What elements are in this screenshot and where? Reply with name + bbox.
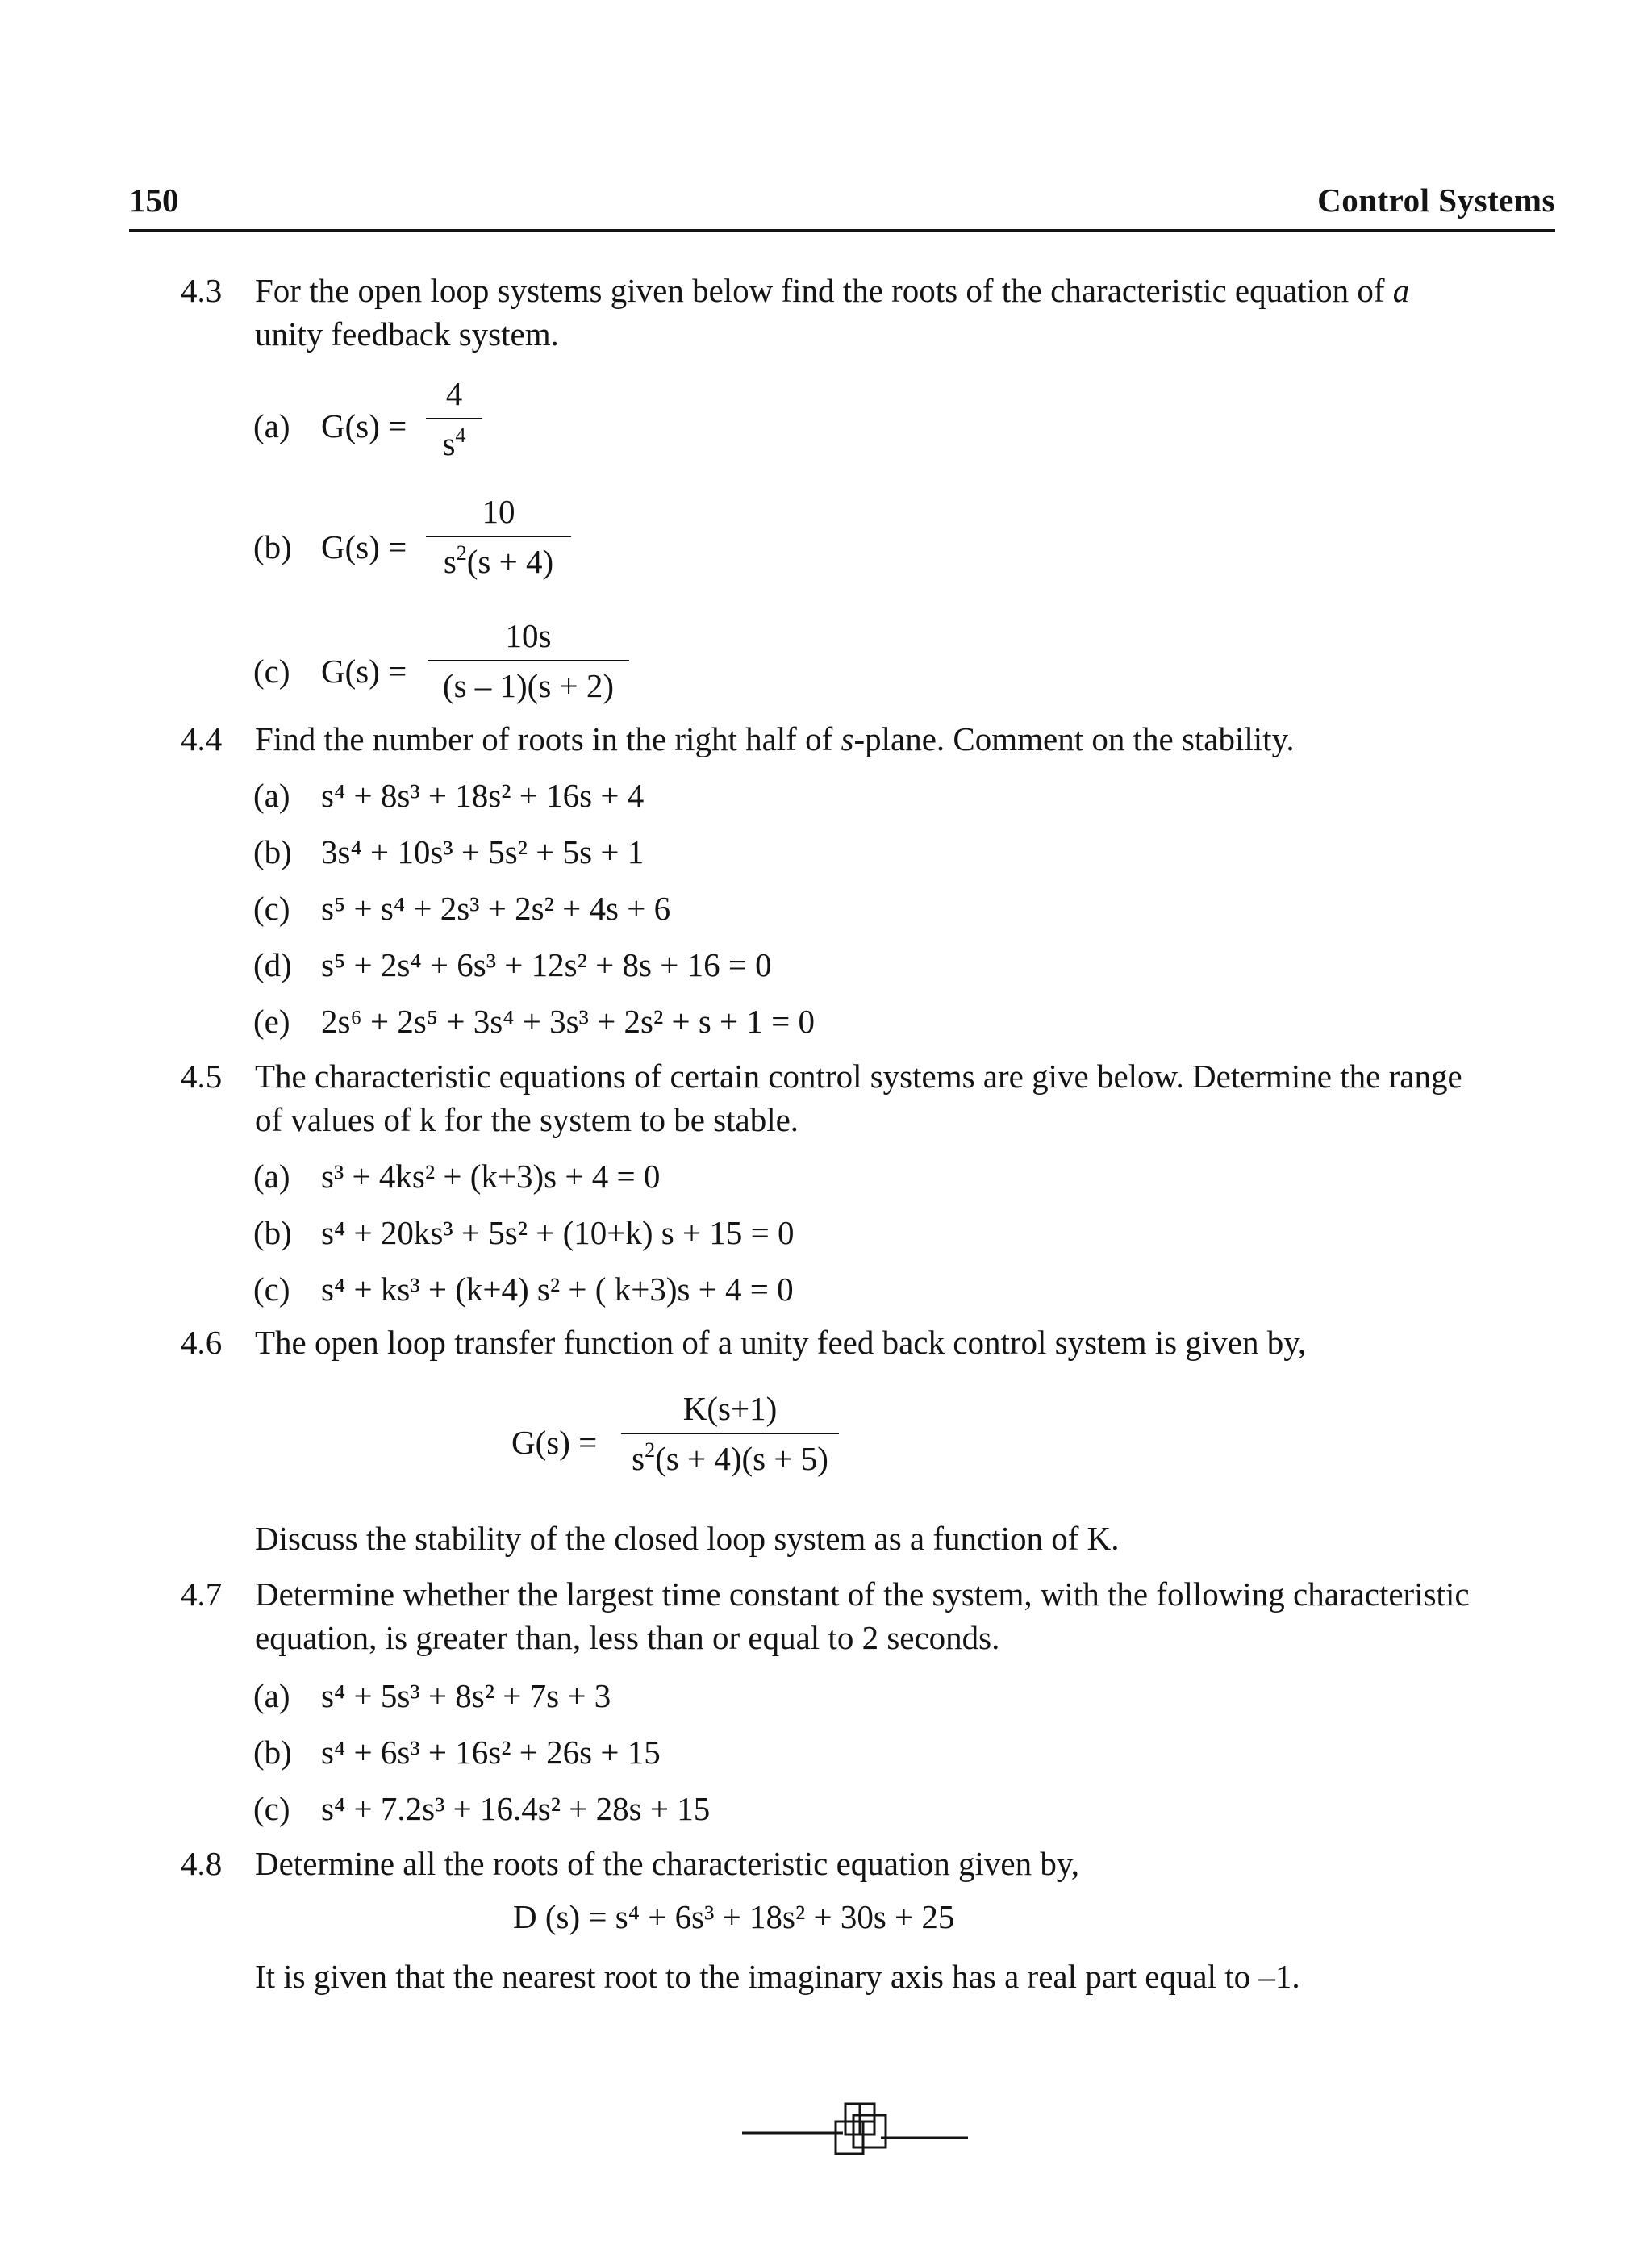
list-item bbox=[253, 945, 772, 984]
equation-lhs: G(s) = bbox=[511, 1424, 598, 1461]
polynomial: s⁵ + 2s⁴ + 6s³ + 12s² + 8s + 16 = 0 bbox=[321, 946, 772, 983]
problem-text: The open loop transfer function of a unity feed back control system is given by, bbox=[255, 1324, 1307, 1361]
part-label: (c) bbox=[253, 1271, 290, 1308]
fraction-denominator: (s – 1)(s + 2) bbox=[442, 667, 615, 704]
equation-lhs: G(s) = bbox=[321, 407, 407, 444]
list-item bbox=[253, 776, 644, 815]
fraction-numerator: 4 bbox=[445, 375, 463, 412]
equation-part-b bbox=[253, 492, 657, 597]
fraction-denominator: $s^2(s + 4)(s + 5)$ bbox=[632, 1438, 828, 1477]
problem-text: The characteristic equations of certain control systems are give below. Determine the range of values of k for the system to be stable. bbox=[255, 1058, 1462, 1138]
equation-part-c bbox=[253, 616, 737, 721]
equation-lhs: G(s) = bbox=[321, 653, 407, 690]
fraction-numerator: K(s+1) bbox=[682, 1390, 778, 1427]
problem-number: 4.3 bbox=[181, 272, 223, 309]
part-label: (a) bbox=[253, 777, 290, 814]
part-label: (b) bbox=[253, 528, 292, 565]
list-item bbox=[253, 1002, 815, 1041]
header-rule bbox=[129, 229, 1555, 232]
problem-number: 4.6 bbox=[181, 1324, 223, 1361]
polynomial: s⁴ + 8s³ + 18s² + 16s + 4 bbox=[321, 777, 645, 814]
polynomial: s⁴ + ks³ + (k+4) s² + ( k+3)s + 4 = 0 bbox=[321, 1271, 794, 1308]
polynomial: s³ + 4ks² + (k+3)s + 4 = 0 bbox=[321, 1158, 661, 1195]
equation-part-a bbox=[253, 374, 576, 479]
list-item bbox=[253, 1789, 710, 1828]
fraction-numerator: 10s bbox=[505, 617, 552, 654]
transfer-function-equation bbox=[511, 1389, 874, 1494]
characteristic-equation: D (s) = s⁴ + 6s³ + 18s² + 30s + 25 bbox=[513, 1898, 955, 1935]
page-number: 150 bbox=[129, 182, 179, 219]
equation-lhs: G(s) = bbox=[321, 528, 407, 565]
problem-text: Determine all the roots of the characteristic equation given by, bbox=[255, 1845, 1079, 1882]
polynomial: s⁴ + 5s³ + 8s² + 7s + 3 bbox=[321, 1677, 611, 1714]
part-label: (b) bbox=[253, 833, 292, 870]
problem-number: 4.4 bbox=[181, 720, 223, 757]
problem-number: 4.7 bbox=[181, 1575, 223, 1613]
problem-text-line: unity feedback system. bbox=[255, 315, 559, 353]
part-label: (a) bbox=[253, 1158, 290, 1195]
fraction-denominator: $s^2(s + 4)$ bbox=[443, 541, 554, 580]
part-label: (c) bbox=[253, 653, 290, 690]
fraction-numerator: 10 bbox=[482, 493, 515, 530]
fraction bbox=[426, 374, 482, 463]
fraction-denominator: $s^4$ bbox=[442, 424, 466, 462]
part-label: (d) bbox=[253, 946, 292, 983]
problem-text: It is given that the nearest root to the imaginary axis has a real part equal to –1. bbox=[255, 1958, 1300, 1995]
polynomial: s⁵ + s⁴ + 2s³ + 2s² + 4s + 6 bbox=[321, 890, 671, 927]
list-item bbox=[253, 1270, 794, 1308]
fraction bbox=[428, 616, 629, 705]
running-title: Control Systems bbox=[1317, 182, 1555, 219]
problem-number: 4.5 bbox=[181, 1058, 223, 1095]
polynomial: s⁴ + 7.2s³ + 16.4s² + 28s + 15 bbox=[321, 1790, 711, 1827]
problem-text: Find the number of roots in the right half of s-plane. Comment on the stability. bbox=[255, 720, 1295, 757]
polynomial: 2s⁶ + 2s⁵ + 3s⁴ + 3s³ + 2s² + s + 1 = 0 bbox=[321, 1003, 816, 1040]
problem-number: 4.8 bbox=[181, 1845, 223, 1882]
part-label: (b) bbox=[253, 1214, 292, 1251]
italic-variable: a bbox=[1392, 272, 1410, 309]
fraction bbox=[426, 492, 571, 581]
list-item bbox=[253, 1157, 660, 1196]
problem-text-line: For the open loop systems given below find the roots of the characteristic equation of bbox=[255, 272, 1385, 309]
polynomial: s⁴ + 20ks³ + 5s² + (10+k) s + 15 = 0 bbox=[321, 1214, 795, 1251]
part-label: (c) bbox=[253, 1790, 290, 1827]
list-item bbox=[253, 1733, 661, 1771]
problem-text bbox=[255, 269, 1555, 356]
polynomial: 3s⁴ + 10s³ + 5s² + 5s + 1 bbox=[321, 833, 645, 870]
part-label: (e) bbox=[253, 1003, 290, 1040]
italic-variable: s bbox=[841, 720, 854, 757]
list-item bbox=[253, 1213, 795, 1252]
part-label: (b) bbox=[253, 1734, 292, 1771]
page-header bbox=[129, 181, 1555, 224]
list-item bbox=[253, 889, 670, 928]
fraction bbox=[621, 1389, 839, 1478]
part-label: (c) bbox=[253, 890, 290, 927]
problem-text: Determine whether the largest time constant of the system, with the following characteristic equation, is greater than, less than or equal to 2 seconds. bbox=[255, 1575, 1470, 1656]
polynomial: s⁴ + 6s³ + 16s² + 26s + 15 bbox=[321, 1734, 661, 1771]
list-item bbox=[253, 833, 644, 871]
end-of-section-ornament-icon bbox=[742, 2097, 968, 2162]
part-label: (a) bbox=[253, 1677, 290, 1714]
list-item bbox=[253, 1676, 611, 1715]
part-label: (a) bbox=[253, 407, 290, 444]
problem-text: Discuss the stability of the closed loop system as a function of K. bbox=[255, 1520, 1120, 1557]
